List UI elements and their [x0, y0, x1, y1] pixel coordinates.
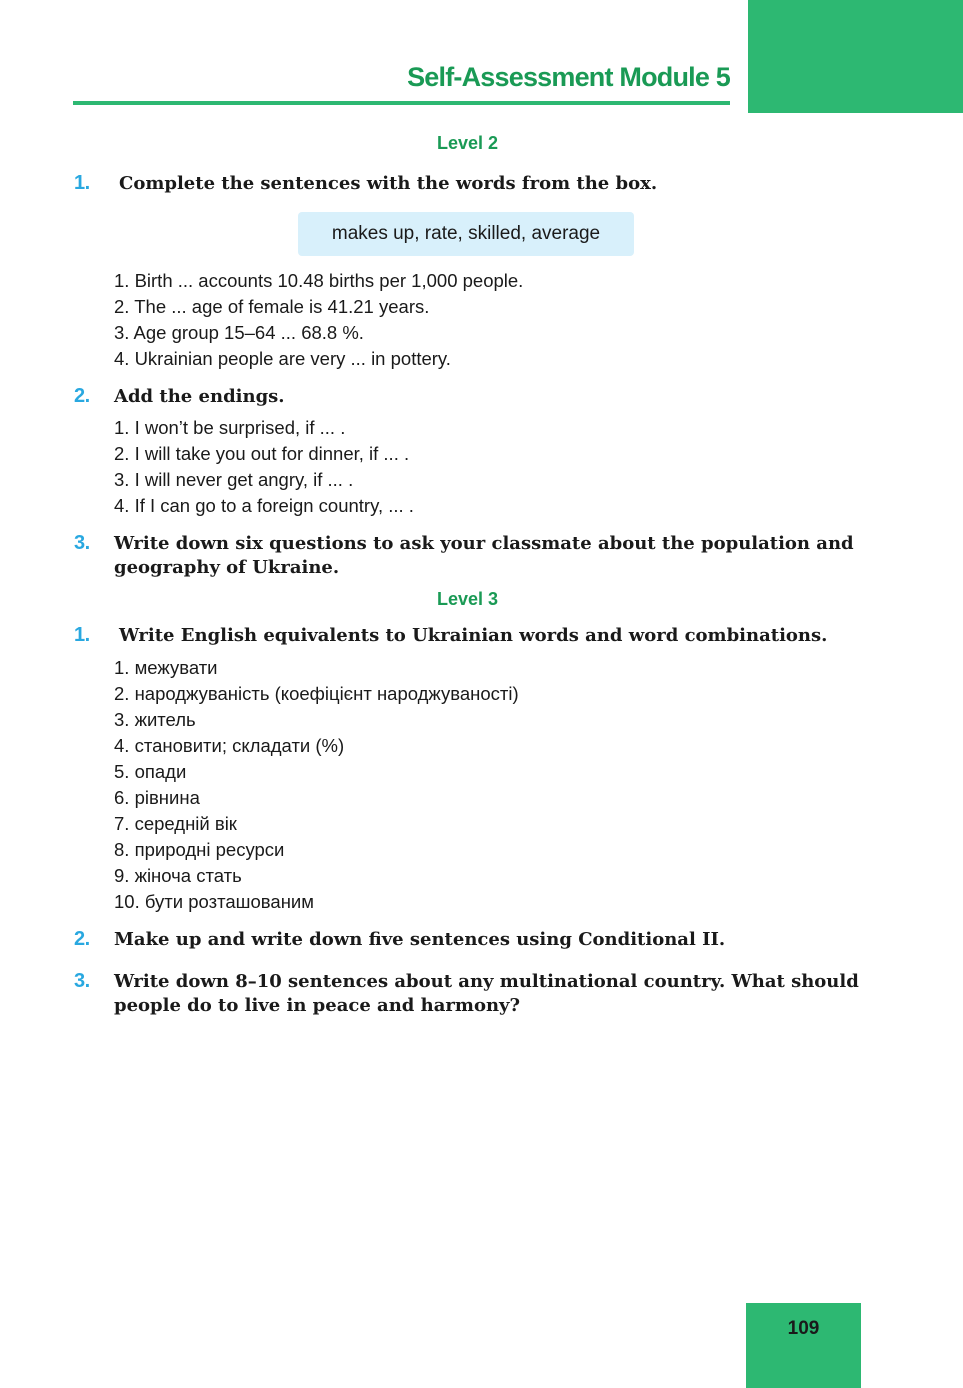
task-number: 2.	[74, 385, 90, 407]
task-number: 2.	[74, 928, 90, 950]
page-number: 109	[787, 1318, 820, 1339]
list-item: 8. природні ресурси	[114, 839, 285, 860]
list-item: 10. бути розташованим	[114, 891, 314, 912]
list-item: 1. I won’t be surprised, if ... .	[114, 417, 346, 438]
task-instruction	[114, 970, 859, 1018]
task-instruction	[114, 532, 854, 580]
level3-task-1-items	[114, 655, 519, 915]
list-item: 3. житель	[114, 709, 196, 730]
instruction-line: geography of Ukraine.	[114, 557, 340, 578]
list-item: 3. I will never get angry, if ... .	[114, 469, 354, 490]
task-instruction: Make up and write down five sentences using Conditional II.	[114, 929, 726, 950]
task-number: 1.	[74, 624, 90, 646]
title-rule	[73, 101, 730, 105]
list-item: 3. Age group 15–64 ... 68.8 %.	[114, 322, 364, 343]
list-item: 1. Birth ... accounts 10.48 births per 1,000 people.	[114, 270, 524, 291]
task-number: 3.	[74, 970, 90, 992]
list-item: 1. межувати	[114, 657, 218, 678]
page-number-box	[746, 1303, 861, 1388]
list-item: 9. жіноча стать	[114, 865, 242, 886]
list-item: 4. If I can go to a foreign country, ... .	[114, 495, 414, 516]
word-box: makes up, rate, skilled, average	[298, 212, 634, 256]
level2-task-2-items	[114, 415, 414, 519]
instruction-line: Write down 8–10 sentences about any multinational country. What should	[114, 971, 859, 992]
list-item: 4. становити; складати (%)	[114, 735, 345, 756]
level2-task-1-items	[114, 268, 523, 372]
corner-color-block	[748, 0, 963, 113]
list-item: 6. рівнина	[114, 787, 200, 808]
level-3-heading: Level 3	[436, 589, 499, 609]
list-item: 2. I will take you out for dinner, if ... .	[114, 443, 410, 464]
list-item: 2. The ... age of female is 41.21 years.	[114, 296, 430, 317]
list-item: 2. народжуваність (коефіцієнт народжуваності)	[114, 683, 519, 704]
level-2-heading: Level 2	[436, 133, 499, 153]
task-instruction: Write English equivalents to Ukrainian words and word combinations.	[119, 625, 828, 646]
task-number: 3.	[74, 532, 90, 554]
page-title: Self-Assessment Module 5	[407, 62, 730, 92]
task-instruction: Add the endings.	[114, 386, 285, 407]
instruction-line: people do to live in peace and harmony?	[114, 995, 521, 1016]
list-item: 5. опади	[114, 761, 187, 782]
task-instruction: Complete the sentences with the words from the box.	[119, 173, 658, 194]
instruction-line: Write down six questions to ask your classmate about the population and	[114, 533, 854, 554]
task-number: 1.	[74, 172, 90, 194]
list-item: 7. середній вік	[114, 813, 237, 834]
list-item: 4. Ukrainian people are very ... in pottery.	[114, 348, 451, 369]
